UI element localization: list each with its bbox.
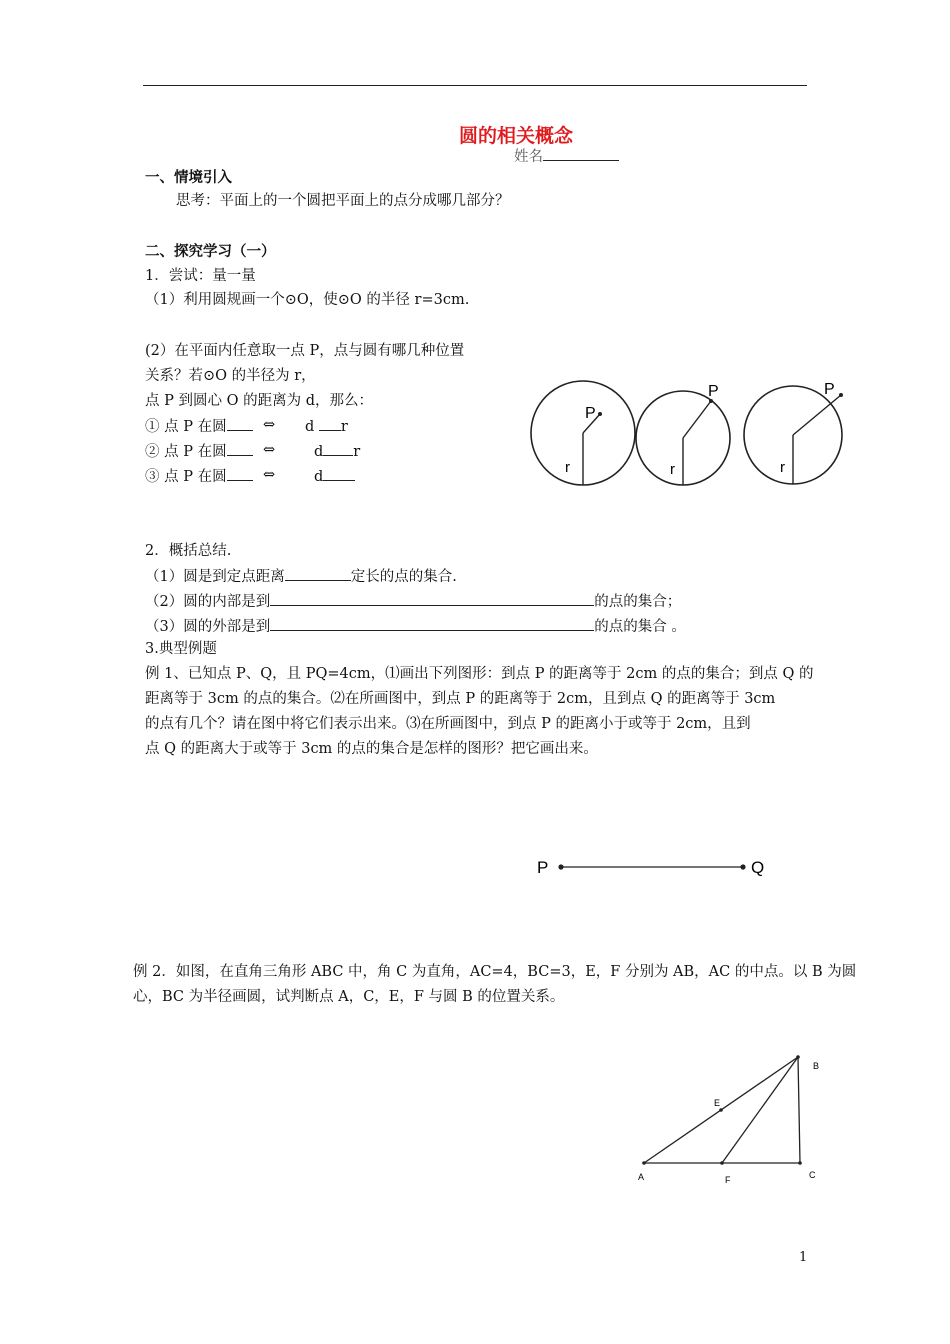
item2-title: 2．概括总结. bbox=[145, 543, 232, 559]
page-title: 圆的相关概念 bbox=[459, 125, 574, 147]
case-row bbox=[145, 415, 253, 437]
point-p bbox=[558, 864, 563, 869]
item1-sub1: （1）利用圆规画一个⊙O，使⊙O 的半径 r=3cm. bbox=[145, 292, 470, 308]
op-segment bbox=[793, 395, 841, 435]
r-label: r bbox=[780, 459, 785, 476]
section2-heading: 二、探究学习（一） bbox=[145, 243, 276, 260]
triangle-figure bbox=[630, 1050, 830, 1190]
case-r: r bbox=[340, 419, 348, 435]
label-b: B bbox=[813, 1061, 820, 1071]
side-bc bbox=[798, 1057, 800, 1163]
item1-sub2-line3: 点 P 到圆心 O 的距离为 d，那么： bbox=[145, 393, 373, 409]
case-prefix: ① 点 P 在圆 bbox=[145, 419, 227, 435]
item2-sub3-suffix: 的点的集合 。 bbox=[594, 619, 686, 635]
p-label: P bbox=[824, 381, 835, 398]
item1-sub2-line2: 关系？若⊙O 的半径为 r， bbox=[145, 368, 316, 384]
point-q bbox=[740, 864, 745, 869]
label-f: F bbox=[725, 1175, 731, 1185]
segment-bf bbox=[722, 1057, 798, 1163]
item2-sub2-suffix: 的点的集合； bbox=[594, 594, 682, 610]
example2-line: 心，BC 为半径画圆，试判断点 A，C，E，F 与圆 B 的位置关系。 bbox=[133, 989, 565, 1005]
circle-point-outside bbox=[744, 381, 843, 484]
case-relation bbox=[314, 465, 355, 487]
case-row bbox=[145, 465, 253, 487]
item2-sub1 bbox=[145, 565, 457, 587]
case-relation bbox=[305, 415, 348, 437]
case-d: d bbox=[305, 419, 315, 435]
r-label: r bbox=[565, 459, 570, 476]
op-segment bbox=[683, 401, 711, 438]
example2-line: 例 2．如图，在直角三角形 ABC 中，角 C 为直角，AC=4，BC=3，E，F 分别为 AB，AC 的中点。以 B 为圆 bbox=[133, 964, 857, 980]
example1-line: 距离等于 3cm 的点的集合。⑵在所画图中，到点 P 的距离等于 2cm，且到点 Q 的距离等于 3cm bbox=[145, 691, 776, 707]
label-a: A bbox=[638, 1172, 645, 1182]
item2-sub2-prefix: （2）圆的内部是到 bbox=[145, 594, 271, 610]
point-b bbox=[796, 1055, 800, 1059]
case-arrow: ⇔ bbox=[263, 442, 276, 458]
r-label: r bbox=[670, 461, 675, 478]
name-field bbox=[514, 145, 619, 167]
case-d: d bbox=[314, 444, 324, 460]
circle-point-inside bbox=[531, 381, 635, 485]
item1-title: 1．尝试：量一量 bbox=[145, 268, 256, 284]
example1-line: 例 1、已知点 P、Q，且 PQ=4cm，⑴画出下列图形：到点 P 的距离等于 2cm 的点的集合；到点 Q 的 bbox=[145, 666, 814, 682]
section1-heading: 一、情境引入 bbox=[145, 169, 232, 186]
point-p bbox=[839, 393, 843, 397]
case-d: d bbox=[314, 469, 324, 485]
example1-line: 点 Q 的距离大于或等于 3cm 的点的集合是怎样的图形？把它画出来。 bbox=[145, 741, 598, 757]
case-row bbox=[145, 440, 253, 462]
case-prefix: ③ 点 P 在圆 bbox=[145, 469, 227, 485]
case-arrow: ⇔ bbox=[263, 467, 276, 483]
case-prefix: ② 点 P 在圆 bbox=[145, 444, 227, 460]
item2-sub2 bbox=[145, 590, 681, 612]
item2-sub1-prefix: （1）圆是到定点距离 bbox=[145, 569, 285, 585]
case-relation bbox=[314, 440, 360, 462]
header-rule bbox=[143, 85, 807, 86]
point-e bbox=[719, 1108, 723, 1112]
point-a bbox=[642, 1161, 646, 1165]
item2-sub3-prefix: （3）圆的外部是到 bbox=[145, 619, 271, 635]
label-c: C bbox=[809, 1170, 816, 1180]
example1-line: 的点有几个？请在图中将它们表示出来。⑶在所画图中，到点 P 的距离小于或等于 2cm，且到 bbox=[145, 716, 751, 732]
point-circle-figure bbox=[525, 370, 855, 495]
label-e: E bbox=[714, 1098, 721, 1108]
case-arrow: ⇔ bbox=[263, 417, 276, 433]
name-label: 姓名 bbox=[514, 149, 543, 165]
item2-sub1-suffix: 定长的点的集合. bbox=[350, 569, 457, 585]
case-r: r bbox=[353, 444, 361, 460]
point-c bbox=[798, 1161, 802, 1165]
q-label: Q bbox=[751, 858, 765, 877]
point-f bbox=[720, 1161, 724, 1165]
page-number: 1 bbox=[799, 1250, 808, 1265]
item2-sub3 bbox=[145, 615, 686, 637]
p-label: P bbox=[537, 858, 549, 877]
p-label: P bbox=[585, 405, 596, 422]
item1-sub2-line1: (2）在平面内任意取一点 P，点与圆有哪几种位置 bbox=[145, 343, 465, 359]
section1-question: 思考：平面上的一个圆把平面上的点分成哪几部分？ bbox=[176, 193, 510, 209]
point-p bbox=[598, 412, 602, 416]
pq-segment-figure bbox=[530, 852, 780, 882]
p-label: P bbox=[708, 383, 719, 400]
circle-point-on bbox=[636, 383, 730, 485]
item3-title: 3.典型例题 bbox=[145, 641, 217, 657]
